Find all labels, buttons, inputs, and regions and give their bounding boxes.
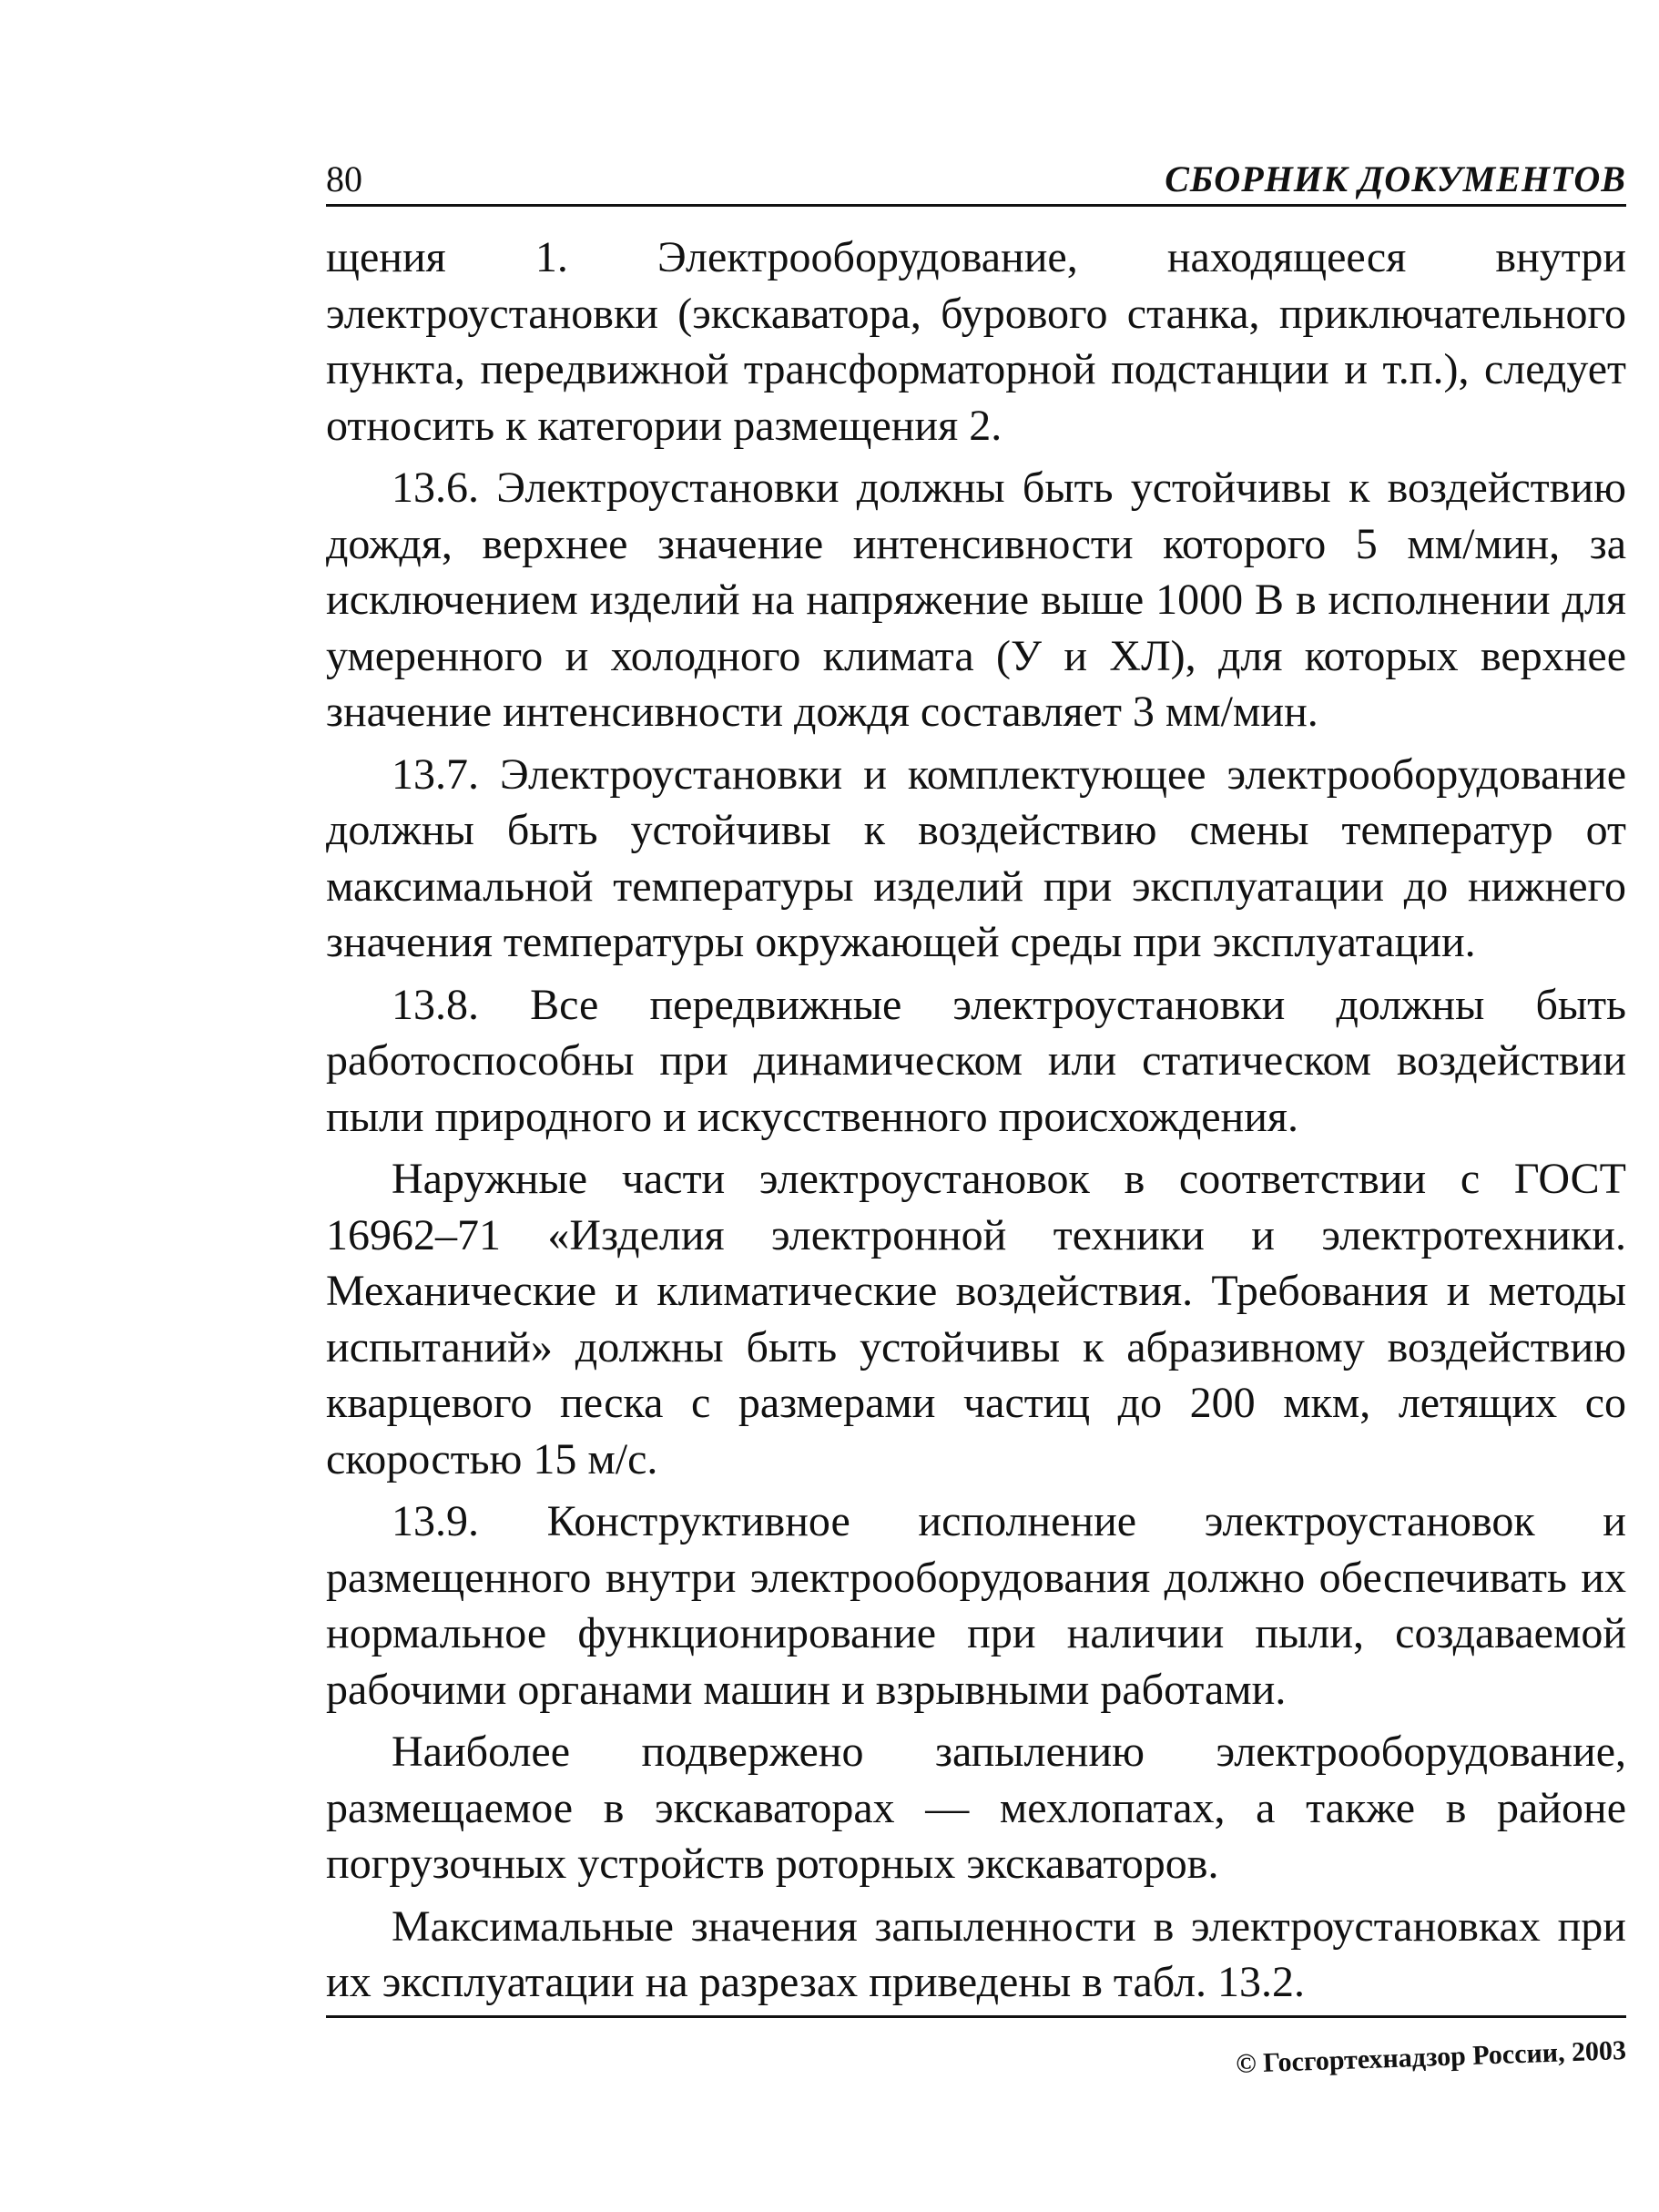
page-number: 80 — [326, 158, 362, 199]
footer-rule — [326, 2015, 1626, 2018]
page-header — [326, 157, 1626, 211]
paragraph-gost-abrasion: Наружные части электроустановок в соответствии с ГОСТ 16962–71 «Изделия электронной техники и электротехники. Механические и климатические воздействия. Требования и методы испытаний» должны быть устойчивы к абразивному воздействию кварцевого песка с размерами частиц до 200 мкм, летящих со скоростью 15 м/с. — [326, 1155, 1626, 1483]
running-title: СБОРНИК ДОКУМЕНТОВ — [1165, 158, 1626, 199]
paragraph-13-9: 13.9. Конструктивное исполнение электроустановок и размещенного внутри электрооборудования должно обеспечивать их нормальное функционирование при наличии пыли, создаваемой рабочими органами машин и взрывными работами. — [326, 1497, 1626, 1714]
copyright-notice: © Госгортехнадзор России, 2003 — [1235, 2035, 1627, 2079]
body-text — [326, 229, 1626, 2017]
paragraph-13-8: 13.8. Все передвижные электроустановки должны быть работоспособны при динамическом или статическом воздействии пыли природного и искусственного происхождения. — [326, 980, 1626, 1141]
paragraph-max-dust: Максимальные значения запыленности в электроустановках при их эксплуатации на разрезах приведены в табл. 13.2. — [326, 1901, 1626, 2006]
header-rule — [326, 204, 1626, 207]
paragraph-13-7: 13.7. Электроустановки и комплектующее электрооборудование должны быть устойчивы к воздействию смены температур от максимальной температуры изделий при эксплуатации до нижнего значения температуры окружающей среды при эксплуатации. — [326, 749, 1626, 966]
paragraph-13-6: 13.6. Электроустановки должны быть устойчивы к воздействию дождя, верхнее значение интенсивности которого 5 мм/мин, за исключением изделий на напряжение выше 1000 В в исполнении для умеренного и холодного климата (У и ХЛ), для которых верхнее значение интенсивности дождя составляет 3 мм/мин. — [326, 464, 1626, 736]
paragraph-continuation: щения 1. Электрооборудование, находящееся внутри электроустановки (экскаватора, бурового станка, приключательного пункта, передвижной трансформаторной подстанции и т.п.), следует относить к категории размещения 2. — [326, 233, 1626, 450]
paragraph-dust-exposure: Наиболее подвержено запылению электрооборудование, размещаемое в экскаваторах — мехлопатах, а также в районе погрузочных устройств роторных экскаваторов. — [326, 1728, 1626, 1888]
